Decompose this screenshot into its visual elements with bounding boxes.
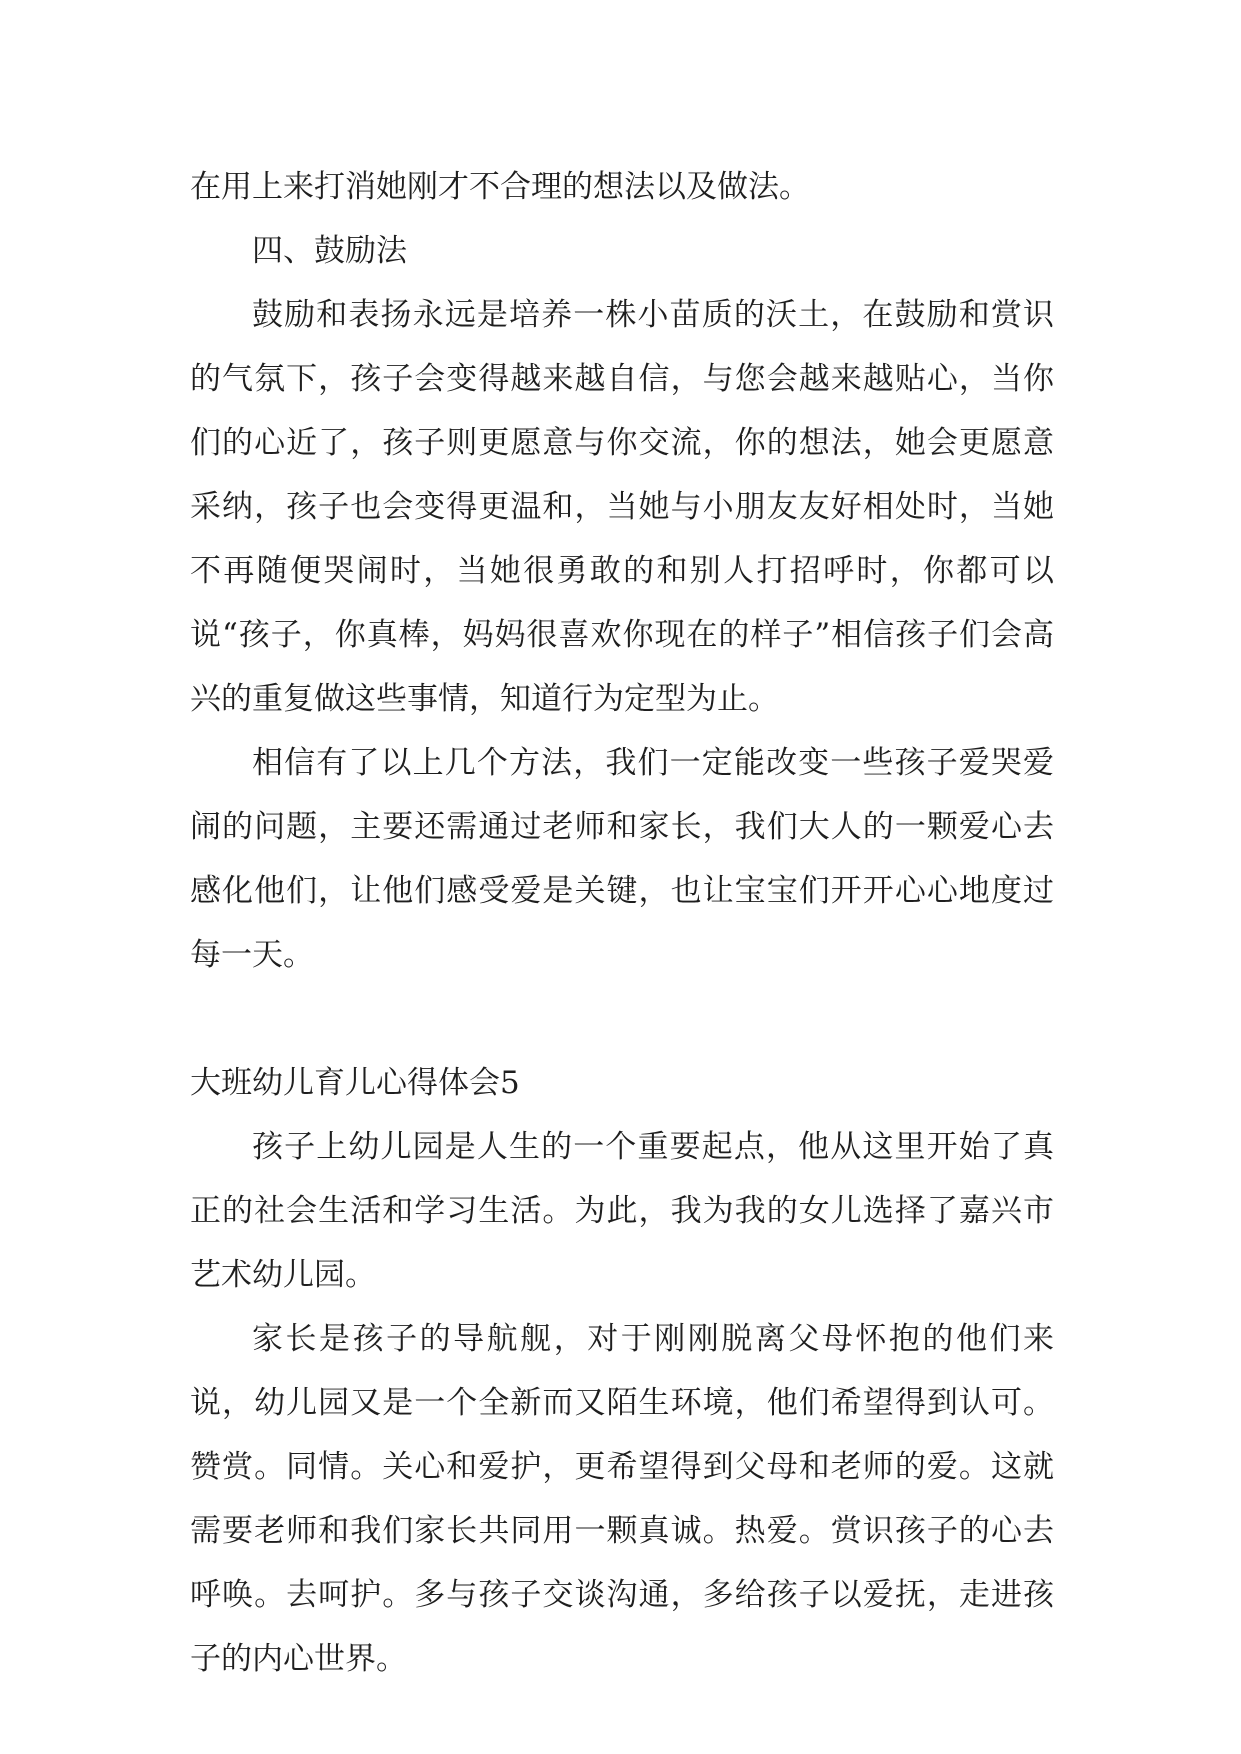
section-title: 大班幼儿育儿心得体会5 [190,1065,520,1101]
paragraph-parents-role: 家长是孩子的导航舰，对于刚刚脱离父母怀抱的他们来说，幼儿园又是一个全新而又陌生环境，他们希望得到认可。赞赏。同情。关心和爱护，更希望得到父母和老师的爱。这就需要老师和我们家长共同用一颗真诚。热爱。赏识孩子的心去呼唤。去呵护。多与孩子交谈沟通，多给孩子以爱抚，走进孩子的内心世界。 [190,1321,1054,1677]
paragraph-heading-encouragement: 四、鼓励法 [252,233,407,269]
paragraph-conclusion: 相信有了以上几个方法，我们一定能改变一些孩子爱哭爱闹的问题，主要还需通过老师和家长，我们大人的一颗爱心去感化他们，让他们感受爱是关键，也让宝宝们开开心心地度过每一天。 [190,745,1054,973]
section-gap [190,987,1054,1051]
document-body [190,155,1054,1691]
paragraph-continuation: 在用上来打消她刚才不合理的想法以及做法。 [190,169,810,205]
paragraph-encouragement: 鼓励和表扬永远是培养一株小苗质的沃土，在鼓励和赏识的气氛下，孩子会变得越来越自信，与您会越来越贴心，当你们的心近了，孩子则更愿意与你交流，你的想法，她会更愿意采纳，孩子也会变得更温和，当她与小朋友友好相处时，当她不再随便哭闹时，当她很勇敢的和别人打招呼时，你都可以说“孩子，你真棒，妈妈很喜欢你现在的样子”相信孩子们会高兴的重复做这些事情，知道行为定型为止。 [190,297,1054,717]
paragraph-kindergarten-start: 孩子上幼儿园是人生的一个重要起点，他从这里开始了真正的社会生活和学习生活。为此，我为我的女儿选择了嘉兴市艺术幼儿园。 [190,1129,1054,1293]
